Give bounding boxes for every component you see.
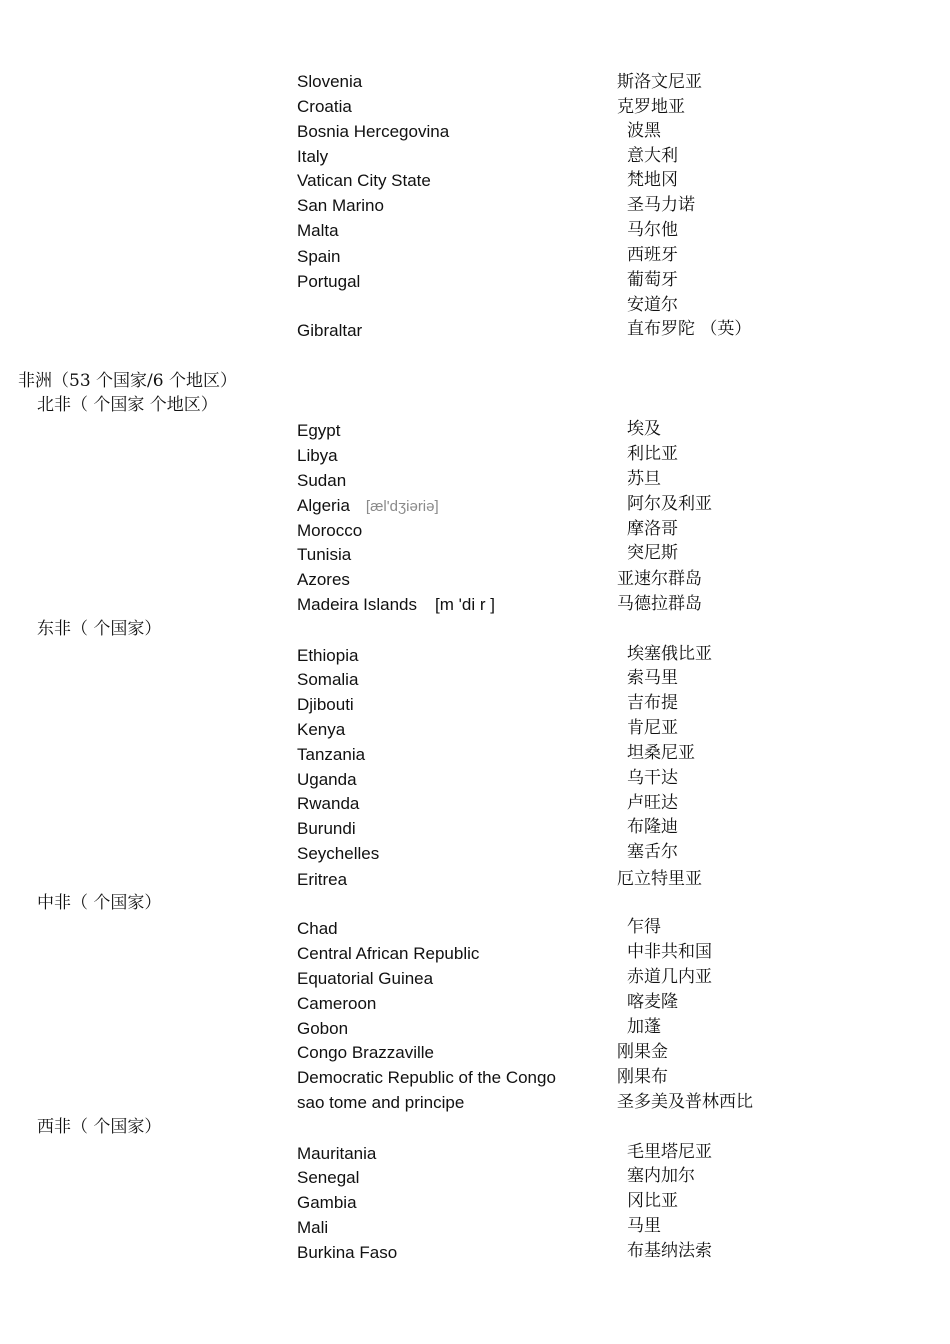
country-en: Democratic Republic of the Congo [297,1068,556,1087]
country-zh: 赤道几内亚 [627,967,712,987]
country-name: Madeira Islands [297,595,418,614]
country-zh: 亚速尔群岛 [617,569,702,589]
country-zh: 埃及 [627,419,661,439]
subsection-heading-west-africa: 西非（ 个国家） [37,1117,162,1137]
country-zh: 中非共和国 [627,942,712,962]
country-zh: 坦桑尼亚 [627,743,695,763]
country-en: Senegal [297,1168,360,1187]
country-en: Spain [297,247,341,266]
country-zh: 布隆迪 [627,817,678,837]
country-en: Cameroon [297,994,377,1013]
country-zh: 布基纳法索 [627,1241,712,1261]
subsection-heading-north-africa: 北非（ 个国家 个地区） [37,395,218,415]
country-zh: 塞内加尔 [627,1166,695,1186]
country-zh: 肯尼亚 [627,718,678,738]
country-en: Burkina Faso [297,1243,398,1262]
country-zh: 苏旦 [627,469,661,489]
country-en: Azores [297,570,350,589]
country-en: Central African Republic [297,944,480,963]
country-zh: 摩洛哥 [627,519,678,539]
country-zh: 马尔他 [627,220,678,240]
country-zh: 喀麦隆 [627,992,678,1012]
country-zh: 埃塞俄比亚 [627,644,712,664]
country-en: Sudan [297,471,347,490]
country-zh: 卢旺达 [627,793,678,813]
country-en: Morocco [297,521,363,540]
country-zh: 毛里塔尼亚 [627,1142,712,1162]
country-zh: 西班牙 [627,245,678,265]
country-en: Tanzania [297,745,366,764]
country-en: Djibouti [297,695,354,714]
country-en: Kenya [297,720,346,739]
country-zh: 利比亚 [627,444,678,464]
country-en: Gibraltar [297,321,363,340]
country-zh: 波黑 [627,121,661,141]
country-en: San Marino [297,196,384,215]
subsection-heading-central-africa: 中非（ 个国家） [37,893,162,913]
country-en-with-phonetic [297,496,439,517]
country-en: Ethiopia [297,646,359,665]
country-zh: 索马里 [627,668,678,688]
country-en: Gambia [297,1193,357,1212]
country-zh: 乍得 [627,917,661,937]
country-zh: 刚果布 [617,1067,668,1087]
country-zh: 克罗地亚 [617,97,685,117]
section-heading-africa: 非洲（53 个国家/6 个地区） [18,371,237,391]
country-en: Gobon [297,1019,349,1038]
country-zh: 圣马力诺 [627,195,695,215]
country-en: Slovenia [297,72,363,91]
country-zh: 梵地冈 [627,170,678,190]
country-zh: 吉布提 [627,693,678,713]
country-en: Italy [297,147,329,166]
country-zh: 乌干达 [627,768,678,788]
country-en: Burundi [297,819,356,838]
country-zh: 意大利 [627,146,678,166]
country-zh: 塞舌尔 [627,842,678,862]
country-zh: 刚果金 [617,1042,668,1062]
country-en: Somalia [297,670,359,689]
country-en: Congo Brazzaville [297,1043,435,1062]
country-zh: 斯洛文尼亚 [617,72,702,92]
country-en: Chad [297,919,338,938]
country-zh: 厄立特里亚 [617,869,702,889]
country-en-with-phonetic [297,595,495,615]
country-en: Eritrea [297,870,348,889]
country-zh: 直布罗陀 （英） [627,319,752,339]
country-name: Algeria [297,496,350,515]
country-zh: 葡萄牙 [627,270,678,290]
country-zh: 马德拉群岛 [617,594,702,614]
phonetic-label: [æl'dʒiəriə] [365,498,439,515]
country-en: Seychelles [297,844,380,863]
country-zh: 安道尔 [627,295,678,315]
country-en: Vatican City State [297,171,431,190]
country-en: Croatia [297,97,352,116]
country-en: Mauritania [297,1144,377,1163]
country-zh: 冈比亚 [627,1191,678,1211]
country-en: Egypt [297,421,341,440]
country-en: Libya [297,446,338,465]
country-en: Bosnia Hercegovina [297,122,450,141]
phonetic-label: [m 'di r ] [435,595,495,614]
country-en: sao tome and principe [297,1093,465,1112]
country-zh: 阿尔及利亚 [627,494,712,514]
country-en: Tunisia [297,545,352,564]
country-zh: 突尼斯 [627,543,678,563]
subsection-heading-east-africa: 东非（ 个国家） [37,619,162,639]
country-en: Portugal [297,272,361,291]
country-zh: 马里 [627,1216,661,1236]
country-en: Equatorial Guinea [297,969,434,988]
country-en: Rwanda [297,794,360,813]
country-zh: 加蓬 [627,1017,661,1037]
country-zh: 圣多美及普林西比 [617,1092,753,1112]
country-en: Uganda [297,770,357,789]
country-en: Malta [297,221,339,240]
country-en: Mali [297,1218,329,1237]
